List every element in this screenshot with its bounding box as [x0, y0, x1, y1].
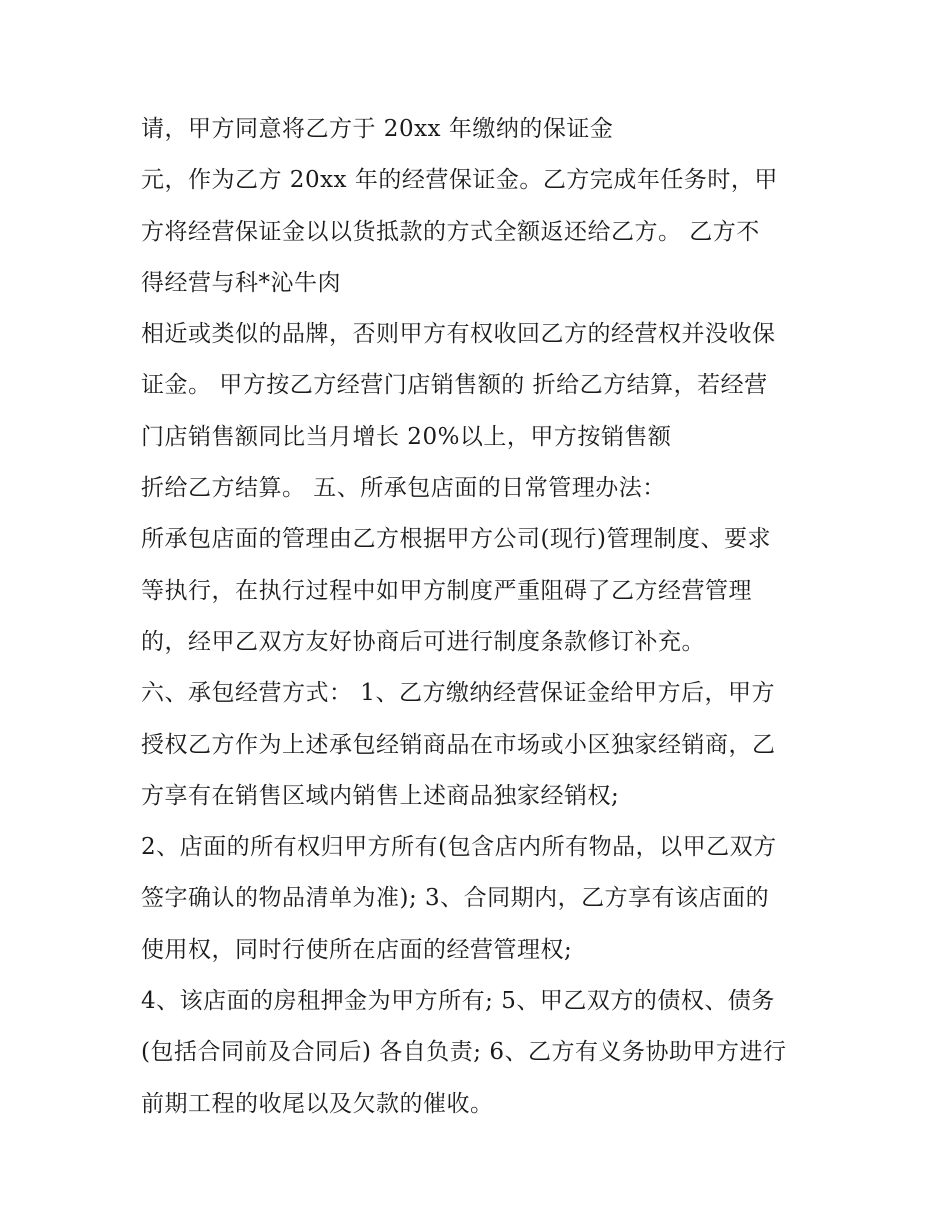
- text-line: 方享有在销售区域内销售上述商品独家经销权;: [141, 782, 620, 809]
- text-line: 等执行，在执行过程中如甲方制度严重阻碍了乙方经营管理: [141, 577, 752, 604]
- text-line: 签字确认的物品清单为准); 3、合同期内，乙方享有该店面的: [141, 885, 770, 912]
- text-line: 使用权，同时行使所在店面的经营管理权;: [141, 936, 573, 963]
- text-line: 六、承包经营方式： 1、乙方缴纳经营保证金给甲方后，甲方: [141, 680, 775, 707]
- text-line: 所承包店面的管理由乙方根据甲方公司(现行)管理制度、要求: [141, 526, 771, 553]
- text-line: 授权乙方作为上述承包经销商品在市场或小区独家经销商，乙: [141, 731, 776, 758]
- text-line: 请，甲方同意将乙方于 20xx 年缴纳的保证金: [141, 116, 614, 142]
- text-line: (包括合同前及合同后) 各自负责; 6、乙方有义务协助甲方进行: [141, 1039, 787, 1066]
- text-line: 门店销售额同比当月增长 20%以上，甲方按销售额: [141, 423, 672, 450]
- text-line: 的，经甲乙双方友好协商后可进行制度条款修订补充。: [141, 628, 705, 655]
- text-line: 得经营与科*沁牛肉: [141, 269, 341, 296]
- text-line: 相近或类似的品牌，否则甲方有权收回乙方的经营权并没收保: [141, 321, 776, 348]
- text-line: 证金。 甲方按乙方经营门店销售额的 折给乙方结算，若经营: [141, 372, 768, 399]
- text-line: 2、店面的所有权归甲方所有(包含店内所有物品，以甲乙双方: [141, 834, 777, 861]
- text-line: 4、该店面的房租押金为甲方所有; 5、甲乙双方的债权、债务: [141, 988, 775, 1015]
- text-line: 元，作为乙方 20xx 年的经营保证金。乙方完成年任务时，甲: [141, 167, 778, 194]
- text-line: 折给乙方结算。 五、所承包店面的日常管理办法：: [141, 475, 666, 502]
- text-line: 前期工程的收尾以及欠款的催收。: [141, 1090, 494, 1117]
- text-line: 方将经营保证金以以货抵款的方式全额返还给乙方。 乙方不: [141, 218, 760, 245]
- contract-body: [141, 108, 841, 1134]
